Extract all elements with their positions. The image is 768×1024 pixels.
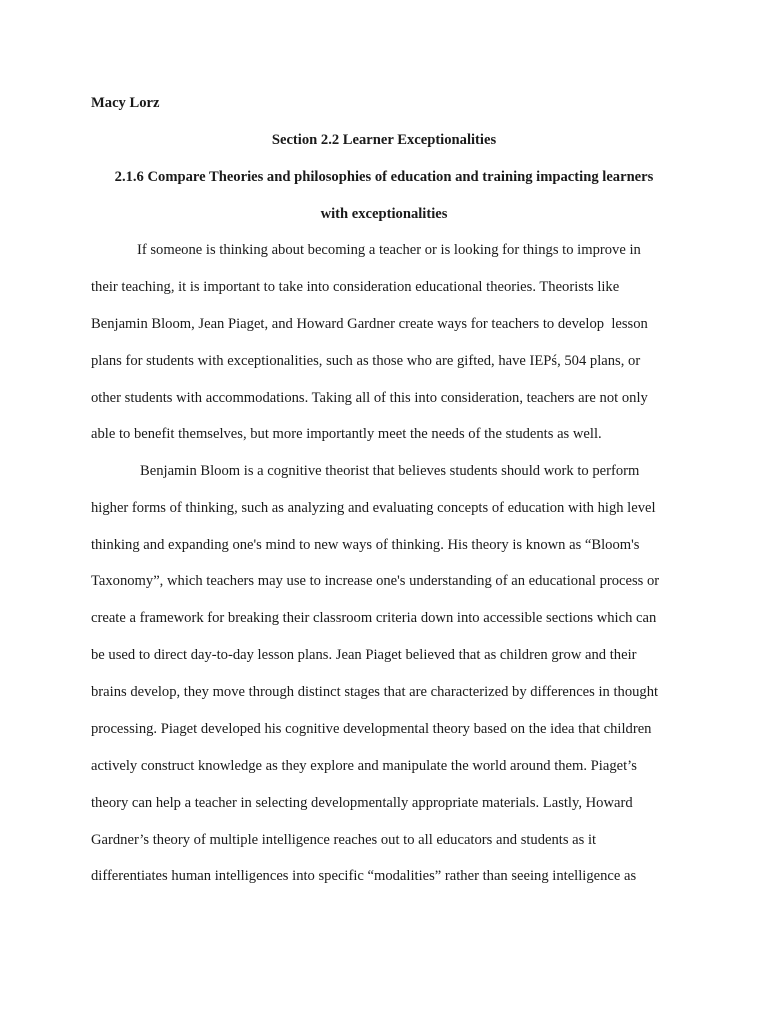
author-name: Macy Lorz (91, 95, 160, 111)
paragraph-1-line: their teaching, it is important to take into consideration educational theories. Theorists like (91, 279, 620, 295)
paragraph-2-line: higher forms of thinking, such as analyzing and evaluating concepts of education with high level (91, 500, 656, 516)
paragraph-2-line: differentiates human intelligences into specific “modalities” rather than seeing intelligence as (91, 868, 637, 884)
paragraph-1-line: able to benefit themselves, but more importantly meet the needs of the students as well. (91, 426, 602, 442)
paragraph-2-line: processing. Piaget developed his cognitive developmental theory based on the idea that children (91, 721, 652, 737)
paragraph-2-line: be used to direct day-to-day lesson plans. Jean Piaget believed that as children grow and their (91, 647, 637, 663)
paragraph-2-line: actively construct knowledge as they explore and manipulate the world around them. Piaget’s (91, 758, 637, 774)
heading-line-2: with exceptionalities (320, 206, 448, 222)
paragraph-1-line: other students with accommodations. Taking all of this into consideration, teachers are not only (91, 390, 648, 406)
paragraph-2-line: Taxonomy”, which teachers may use to increase one's understanding of an educational process or (91, 573, 660, 589)
paragraph-2-line: Benjamin Bloom is a cognitive theorist that believes students should work to perform (140, 463, 640, 479)
paragraph-2-line: brains develop, they move through distinct stages that are characterized by differences in thought (91, 684, 659, 700)
paragraph-1-line: If someone is thinking about becoming a teacher or is looking for things to improve in (137, 242, 641, 258)
paragraph-1-line: plans for students with exceptionalities, such as those who are gifted, have IEPś, 504 plans, or (91, 353, 641, 369)
heading-line-1: 2.1.6 Compare Theories and philosophies of education and training impacting learners (114, 169, 654, 185)
section-title: Section 2.2 Learner Exceptionalities (271, 132, 497, 148)
paragraph-2-line: create a framework for breaking their classroom criteria down into accessible sections which can (91, 610, 657, 626)
paragraph-2-line: Gardner’s theory of multiple intelligence reaches out to all educators and students as it (91, 832, 597, 848)
paragraph-2-line: theory can help a teacher in selecting developmentally appropriate materials. Lastly, Howard (91, 795, 633, 811)
paragraph-2-line: thinking and expanding one's mind to new ways of thinking. His theory is known as “Bloom's (91, 537, 640, 553)
paragraph-1-line: Benjamin Bloom, Jean Piaget, and Howard Gardner create ways for teachers to develop lesson (91, 316, 648, 332)
